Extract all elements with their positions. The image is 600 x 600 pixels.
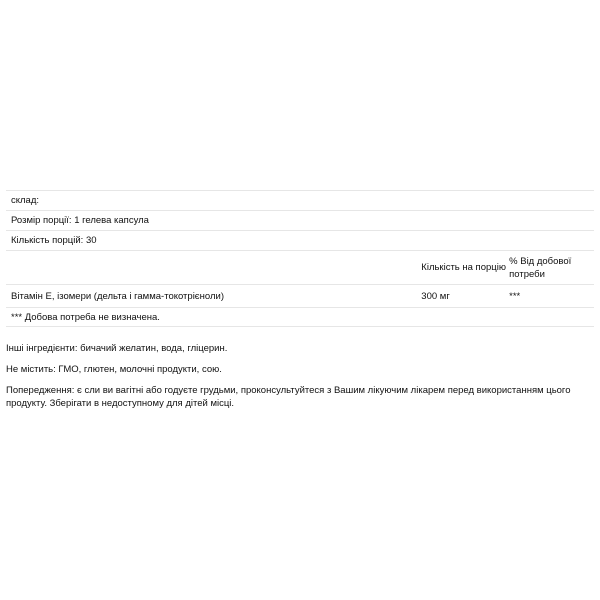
daily-value-footnote: *** Добова потреба не визначена. [11,311,160,323]
warning-statement: Попередження: є сли ви вагітні або годуєте грудьми, проконсультуйтеся з Вашим лікуючим лікарем перед використанням цього продукту. Зберігати в недоступному для дітей місці. [6,385,571,409]
supplement-facts-panel [6,190,594,327]
servings-per-container-row [6,230,594,250]
column-header-amount: Кількість на порцію [421,262,506,273]
serving-size: Розмір порції: 1 гелева капсула [11,215,149,226]
servings-per-container: Кількість порцій: 30 [11,235,97,246]
footnote-row [6,307,594,327]
column-header-row [6,250,594,284]
table-row [6,284,594,307]
column-header-daily-value: % Від добової потреби [509,255,572,280]
other-ingredients: Інші інгредієнти: бичачий желатин, вода, гліцерин. [6,343,228,354]
ingredient-amount: 300 мг [421,290,450,302]
ingredient-name: Вітамін Е, ізомери (дельта і гамма-токотрієноли) [11,290,224,302]
serving-size-row [6,210,594,230]
facts-header-row [6,190,594,210]
supplement-facts-table [6,190,594,327]
ingredient-daily-value: *** [509,290,521,302]
free-from-statement: Не містить: ГМО, глютен, молочні продукти, сою. [6,364,222,375]
facts-header: склад: [11,195,40,206]
